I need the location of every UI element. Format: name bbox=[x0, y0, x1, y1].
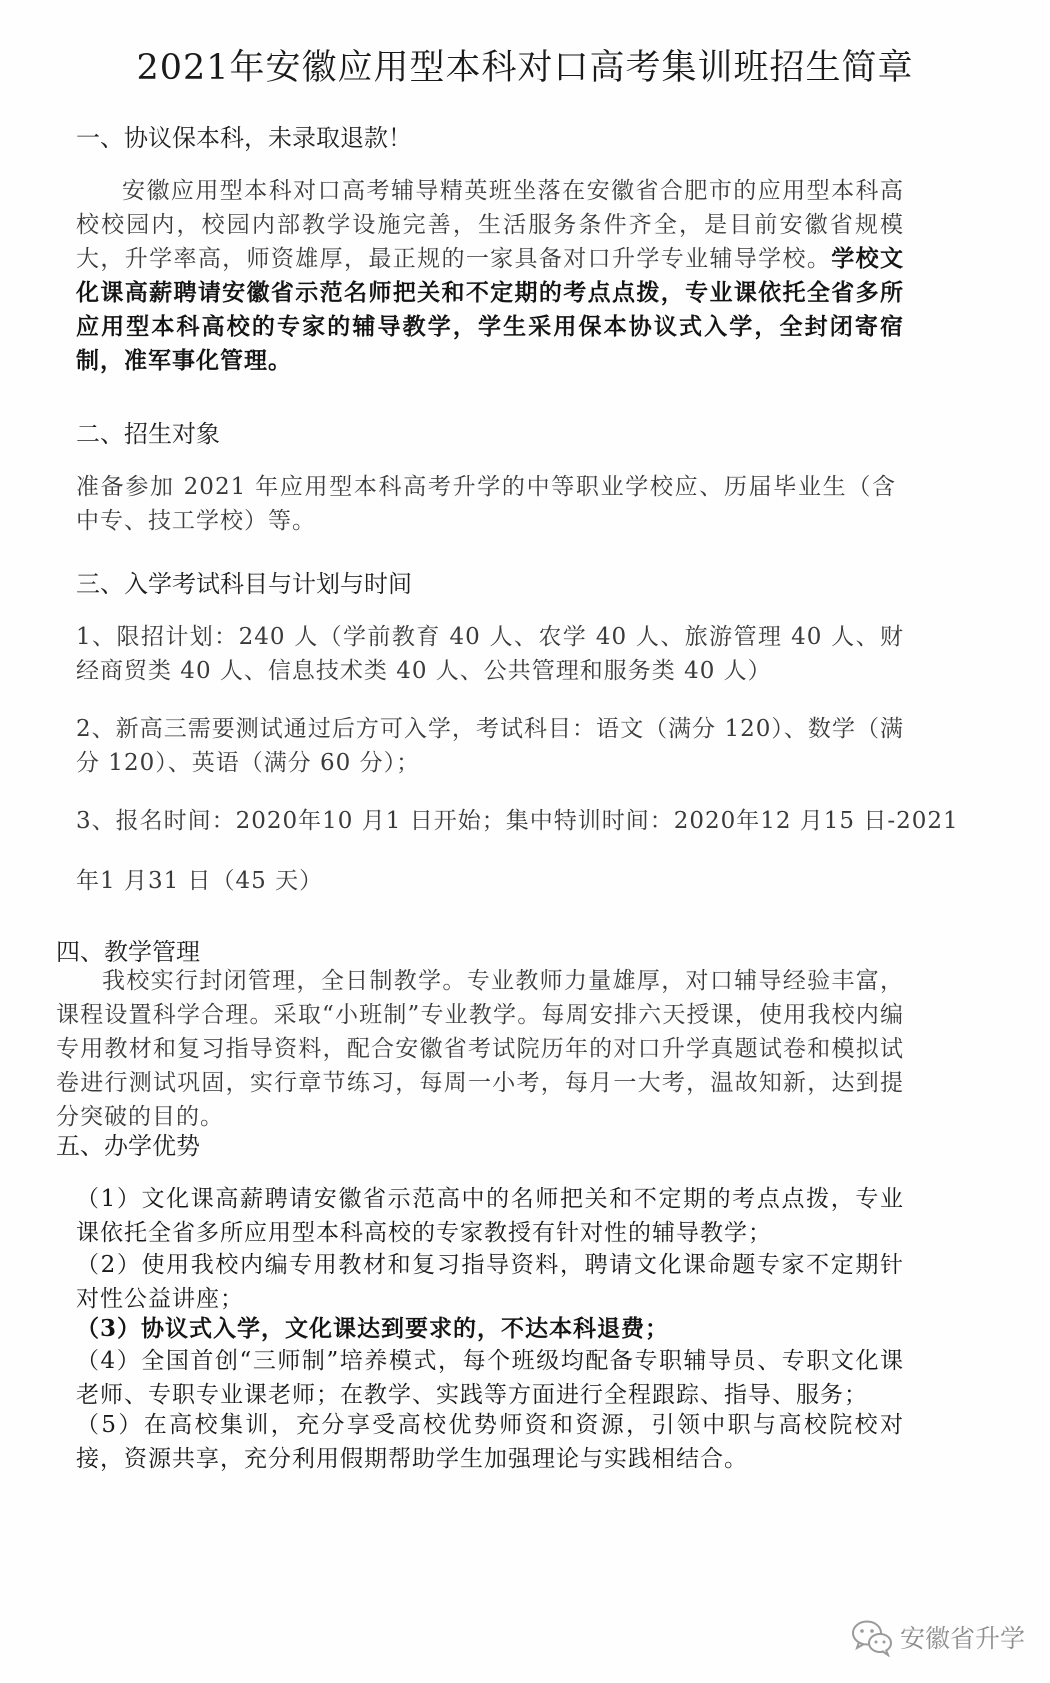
wechat-icon bbox=[850, 1617, 894, 1657]
section1-text-bold: 学校文化课高薪聘请安徽省示范名师把关和不定期的考点点拨，专业课依托全省多所应用型本科高校的专家的辅导教学，学生采用保本协议式入学，全封闭寄宿制，准军事化管理。 bbox=[76, 245, 905, 374]
section3-item-1: 1、限招计划：240 人（学前教育 40 人、农学 40 人、旅游管理 40 人、财经商贸类 40 人、信息技术类 40 人、公共管理和服务类 40 人） bbox=[76, 624, 904, 684]
section3-heading: 三、入学考试科目与计划与时间 bbox=[76, 570, 412, 598]
section5-item-2: （2）使用我校内编专用教材和复习指导资料，聘请文化课命题专家不定期针对性公益讲座； bbox=[76, 1252, 904, 1312]
section5-item-3: （3）协议式入学，文化课达到要求的，不达本科退费； bbox=[76, 1315, 670, 1342]
section4-heading: 四、教学管理 bbox=[56, 938, 200, 966]
section1-paragraph bbox=[76, 174, 904, 378]
watermark bbox=[850, 1612, 1025, 1662]
section5-heading: 五、办学优势 bbox=[56, 1132, 200, 1160]
section2-heading: 二、招生对象 bbox=[76, 420, 220, 448]
section4-paragraph: 我校实行封闭管理，全日制教学。专业教师力量雄厚，对口辅导经验丰富，课程设置科学合理。采取“小班制”专业教学。每周安排六天授课，使用我校内编专用教材和复习指导资料，配合安徽省考试院历年的对口升学真题试卷和模拟试卷进行测试巩固，实行章节练习，每周一小考，每月一大考，温故知新，达到提分突破的目的。 bbox=[56, 968, 904, 1130]
section3-item-3-line1: 3、报名时间：2020年10 月1 日开始；集中特训时间：2020年12 月15 日-2021 bbox=[76, 808, 959, 834]
section1-text-normal: 安徽应用型本科对口高考辅导精英班坐落在安徽省合肥市的应用型本科高校校园内，校园内部教学设施完善，生活服务条件齐全，是目前安徽省规模大，升学率高，师资雄厚，最正规的一家具备对口升学专业辅导学校。 bbox=[76, 178, 904, 272]
section1-heading: 一、协议保本科，未录取退款！ bbox=[76, 124, 412, 152]
section2-paragraph: 准备参加 2021 年应用型本科高考升学的中等职业学校应、历届毕业生（含中专、技工学校）等。 bbox=[76, 474, 896, 534]
section5-item-5: （5）在高校集训，充分享受高校优势师资和资源，引领中职与高校院校对接，资源共享，充分利用假期帮助学生加强理论与实践相结合。 bbox=[76, 1412, 904, 1472]
page-title: 2021年安徽应用型本科对口高考集训班招生简章 bbox=[136, 48, 914, 88]
section5-item-4: （4）全国首创“三师制”培养模式，每个班级均配备专职辅导员、专职文化课老师、专职专业课老师；在教学、实践等方面进行全程跟踪、指导、服务； bbox=[76, 1348, 904, 1408]
section3-item-3-line2: 年1 月31 日（45 天） bbox=[76, 868, 324, 894]
watermark-text: 安徽省升学 bbox=[900, 1624, 1026, 1653]
section5-item-1: （1）文化课高薪聘请安徽省示范高中的名师把关和不定期的考点点拨，专业课依托全省多所应用型本科高校的专家教授有针对性的辅导教学； bbox=[76, 1186, 904, 1246]
section3-item-2: 2、新高三需要测试通过后方可入学，考试科目：语文（满分 120）、数学（满分 120）、英语（满分 60 分）； bbox=[76, 716, 904, 776]
